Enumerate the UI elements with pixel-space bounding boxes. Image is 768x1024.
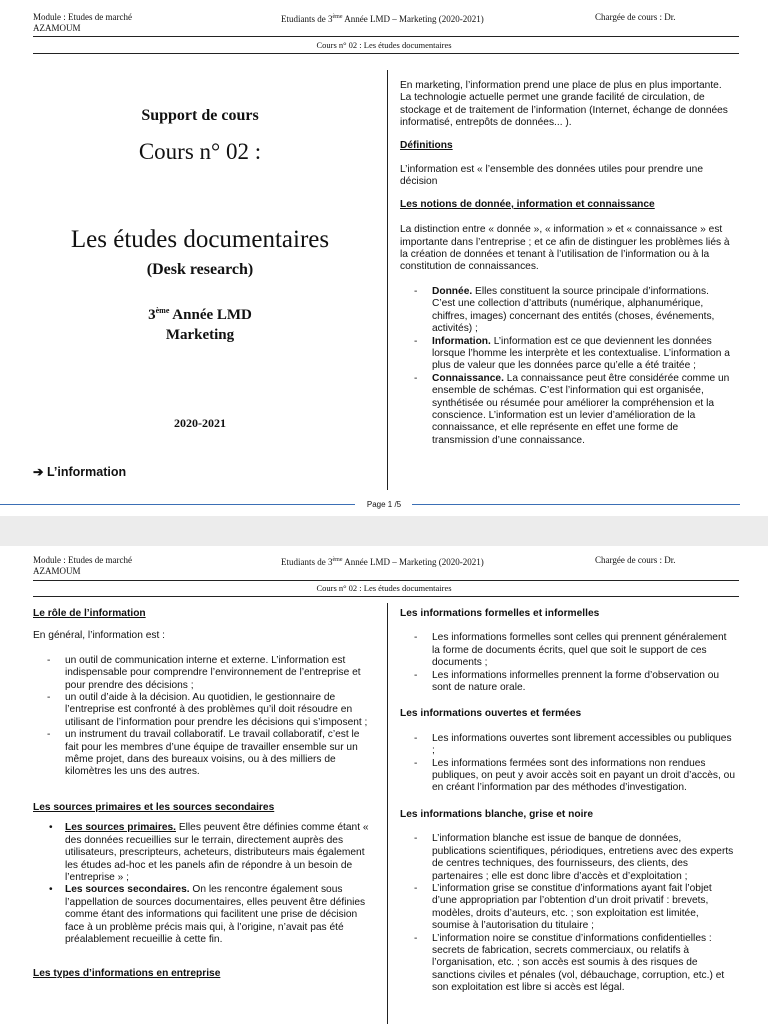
section-heading-information: ➔ L’information xyxy=(33,465,127,479)
formal-heading: Les informations formelles et informelles xyxy=(400,608,600,619)
formal-list xyxy=(400,632,735,694)
header-students: Etudiants de 3ème Année LMD – Marketing (2020-2021) xyxy=(281,557,484,567)
types-heading: Les types d’informations en entreprise xyxy=(33,968,221,980)
right-column-page2 xyxy=(400,608,735,995)
column-divider xyxy=(387,70,388,490)
column-divider xyxy=(387,603,388,1024)
definitions-heading: Définitions xyxy=(400,139,453,151)
list-item: - un outil d’aide à la décision. Au quotidien, le gestionnaire de l’entreprise est confronté à des problèmes qu’il doit résoudre en utilisant de l’information pour prendre les décisions qui s’imposent ; xyxy=(33,692,373,729)
open-list xyxy=(400,733,735,795)
color-heading: Les informations blanche, grise et noire xyxy=(400,808,594,820)
course-line: Cours n° 02 : Les études documentaires xyxy=(316,583,452,593)
list-item: - Les informations fermées sont des informations non rendues publiques, on peut y avoir accès soit en payant un droit d’accès, ou en créant l’information par des méthodes d’investigation. xyxy=(400,758,735,795)
intro-paragraph: En marketing, l’information prend une place de plus en plus importante. La technologie actuelle permet une grande facilité de circulation, de stockage et de traitement de l’information (Internet, échange de données informatisé, entrepôts de données... ). xyxy=(400,80,728,129)
notions-heading: Les notions de donnée, information et connaissance xyxy=(400,198,655,210)
definition-text: L’information est « l’ensemble des données utiles pour prendre une décision xyxy=(400,164,703,188)
header-teacher: Chargée de cours : Dr. xyxy=(595,555,676,565)
footer-rule-right xyxy=(412,504,740,505)
list-item: - L’information noire se constitue d’informations confidentielles : secrets de fabrication, secrets commerciaux, ou relatifs à l’organisation, etc. ; son accès est soumis à des risques de sanctions civiles et pénales (vol, débauchage, corruption, etc.) et son exploitation est libre si accès est légal. xyxy=(400,933,735,995)
header-rule xyxy=(33,36,739,37)
page-separator xyxy=(0,516,768,546)
course-number: Cours n° 02 : xyxy=(138,139,262,164)
support-heading: Support de cours xyxy=(141,107,259,124)
header-students: Etudiants de 3ème Année LMD – Marketing (2020-2021) xyxy=(281,14,484,24)
header-module: Module : Etudes de marché AZAMOUM xyxy=(33,12,132,33)
course-line: Cours n° 02 : Les études documentaires xyxy=(316,40,452,50)
list-item: - un outil de communication interne et externe. L’information est indispensable pour comprendre l’environnement de l’entreprise et pour prendre des décisions ; xyxy=(33,655,373,692)
course-rule xyxy=(33,596,739,597)
subtitle: (Desk research) xyxy=(146,261,254,278)
list-item: • Les sources primaires. Elles peuvent être définies comme étant « des données recueillies sur le terrain, directement auprès des utilisateurs, prescripteurs, acheteurs, distributeurs mais également les études ad-hoc et les panels afin de répondre à un besoin de l’entreprise » ; xyxy=(33,822,373,884)
arrow-right-icon: ➔ xyxy=(33,465,44,479)
notions-list xyxy=(400,286,730,447)
notions-paragraph: La distinction entre « donnée », « information » et « connaissance » est importante dans l’entreprise ; et ce afin de distinguer les problèmes liés à la création de données et tenant à l’utilisation de l’information ou à la constitution de connaissances. xyxy=(400,224,730,273)
role-list xyxy=(33,655,373,779)
list-item: - L’information grise se constitue d’informations ayant fait l’objet d’une appropriation par l’obtention d’un droit privatif : brevets, modèles, droits d’auteurs, etc. ; son exploitation est limitée, soumise à l’autorisation du titulaire ; xyxy=(400,883,735,933)
role-heading: Le rôle de l’information xyxy=(33,608,146,619)
open-heading: Les informations ouvertes et fermées xyxy=(400,708,582,720)
list-item: - Information. L’information est ce que deviennent les données lorsque l’homme les interprète et les contextualise. L’information a plus de valeur que les données parce qu’elle a été traitée ; xyxy=(400,336,730,373)
list-item: - Connaissance. La connaissance peut être considérée comme un ensemble de schémas. C’est l’information qui est organisée, synthétisée ou résumée pour améliorer la compréhension et la conscience. L’information est un levier d’amélioration de la connaissance, et elle représente en effet une forme de transmission d’une connaissance. xyxy=(400,373,730,447)
header-rule xyxy=(33,580,739,581)
list-item: - un instrument du travail collaboratif. Le travail collaboratif, c’est le fait pour les membres d’une équipe de travailler ensemble sur un même projet, dans des bureaux voisins, ou à des milliers de kilomètres les uns des autres. xyxy=(33,729,373,779)
academic-year: 2020-2021 xyxy=(174,416,226,430)
list-item: • Les sources secondaires. On les rencontre également sous l’appellation de sources documentaires, elles peuvent être définies comme étant des informations qui facilitent une prise de décision face à un problème précis mais qui, à l’origine, n’avait pas été préalablement recueillie à cette fin. xyxy=(33,884,373,946)
page-number: Page 1 /5 xyxy=(366,500,402,509)
list-item: - Donnée. Elles constituent la source principale d’informations. C’est une collection d’attributs (numérique, alphanumérique, chiffres, images) concernant des entités (choses, événements, activités) ; xyxy=(400,286,730,336)
list-item: - L’information blanche est issue de banque de données, publications scientifiques, périodiques, entretiens avec des experts de centres techniques, des fournisseurs, des clients, des partenaires ; elle est donc libre d’accès et d’exploitation ; xyxy=(400,833,735,883)
sources-list xyxy=(33,822,373,946)
color-list xyxy=(400,833,735,994)
field: Marketing xyxy=(165,327,235,343)
main-title: Les études documentaires xyxy=(70,226,330,253)
list-item: - Les informations formelles sont celles qui prennent généralement la forme de documents écrits, quel que soit le support de ces documents ; xyxy=(400,632,735,669)
list-item: - Les informations ouvertes sont librement accessibles ou publiques ; xyxy=(400,733,735,758)
header-module: Module : Etudes de marché AZAMOUM xyxy=(33,555,132,576)
list-item: - Les informations informelles prennent la forme d’observation ou sont de nature orale. xyxy=(400,670,735,695)
sources-heading: Les sources primaires et les sources secondaires xyxy=(33,801,275,813)
course-rule xyxy=(33,53,739,54)
left-column-page2 xyxy=(33,608,373,981)
header-teacher: Chargée de cours : Dr. xyxy=(595,12,676,22)
year-level: 3ème Année LMD xyxy=(148,306,252,323)
right-column-page1 xyxy=(400,80,730,447)
role-intro: En général, l’information est : xyxy=(33,630,165,642)
